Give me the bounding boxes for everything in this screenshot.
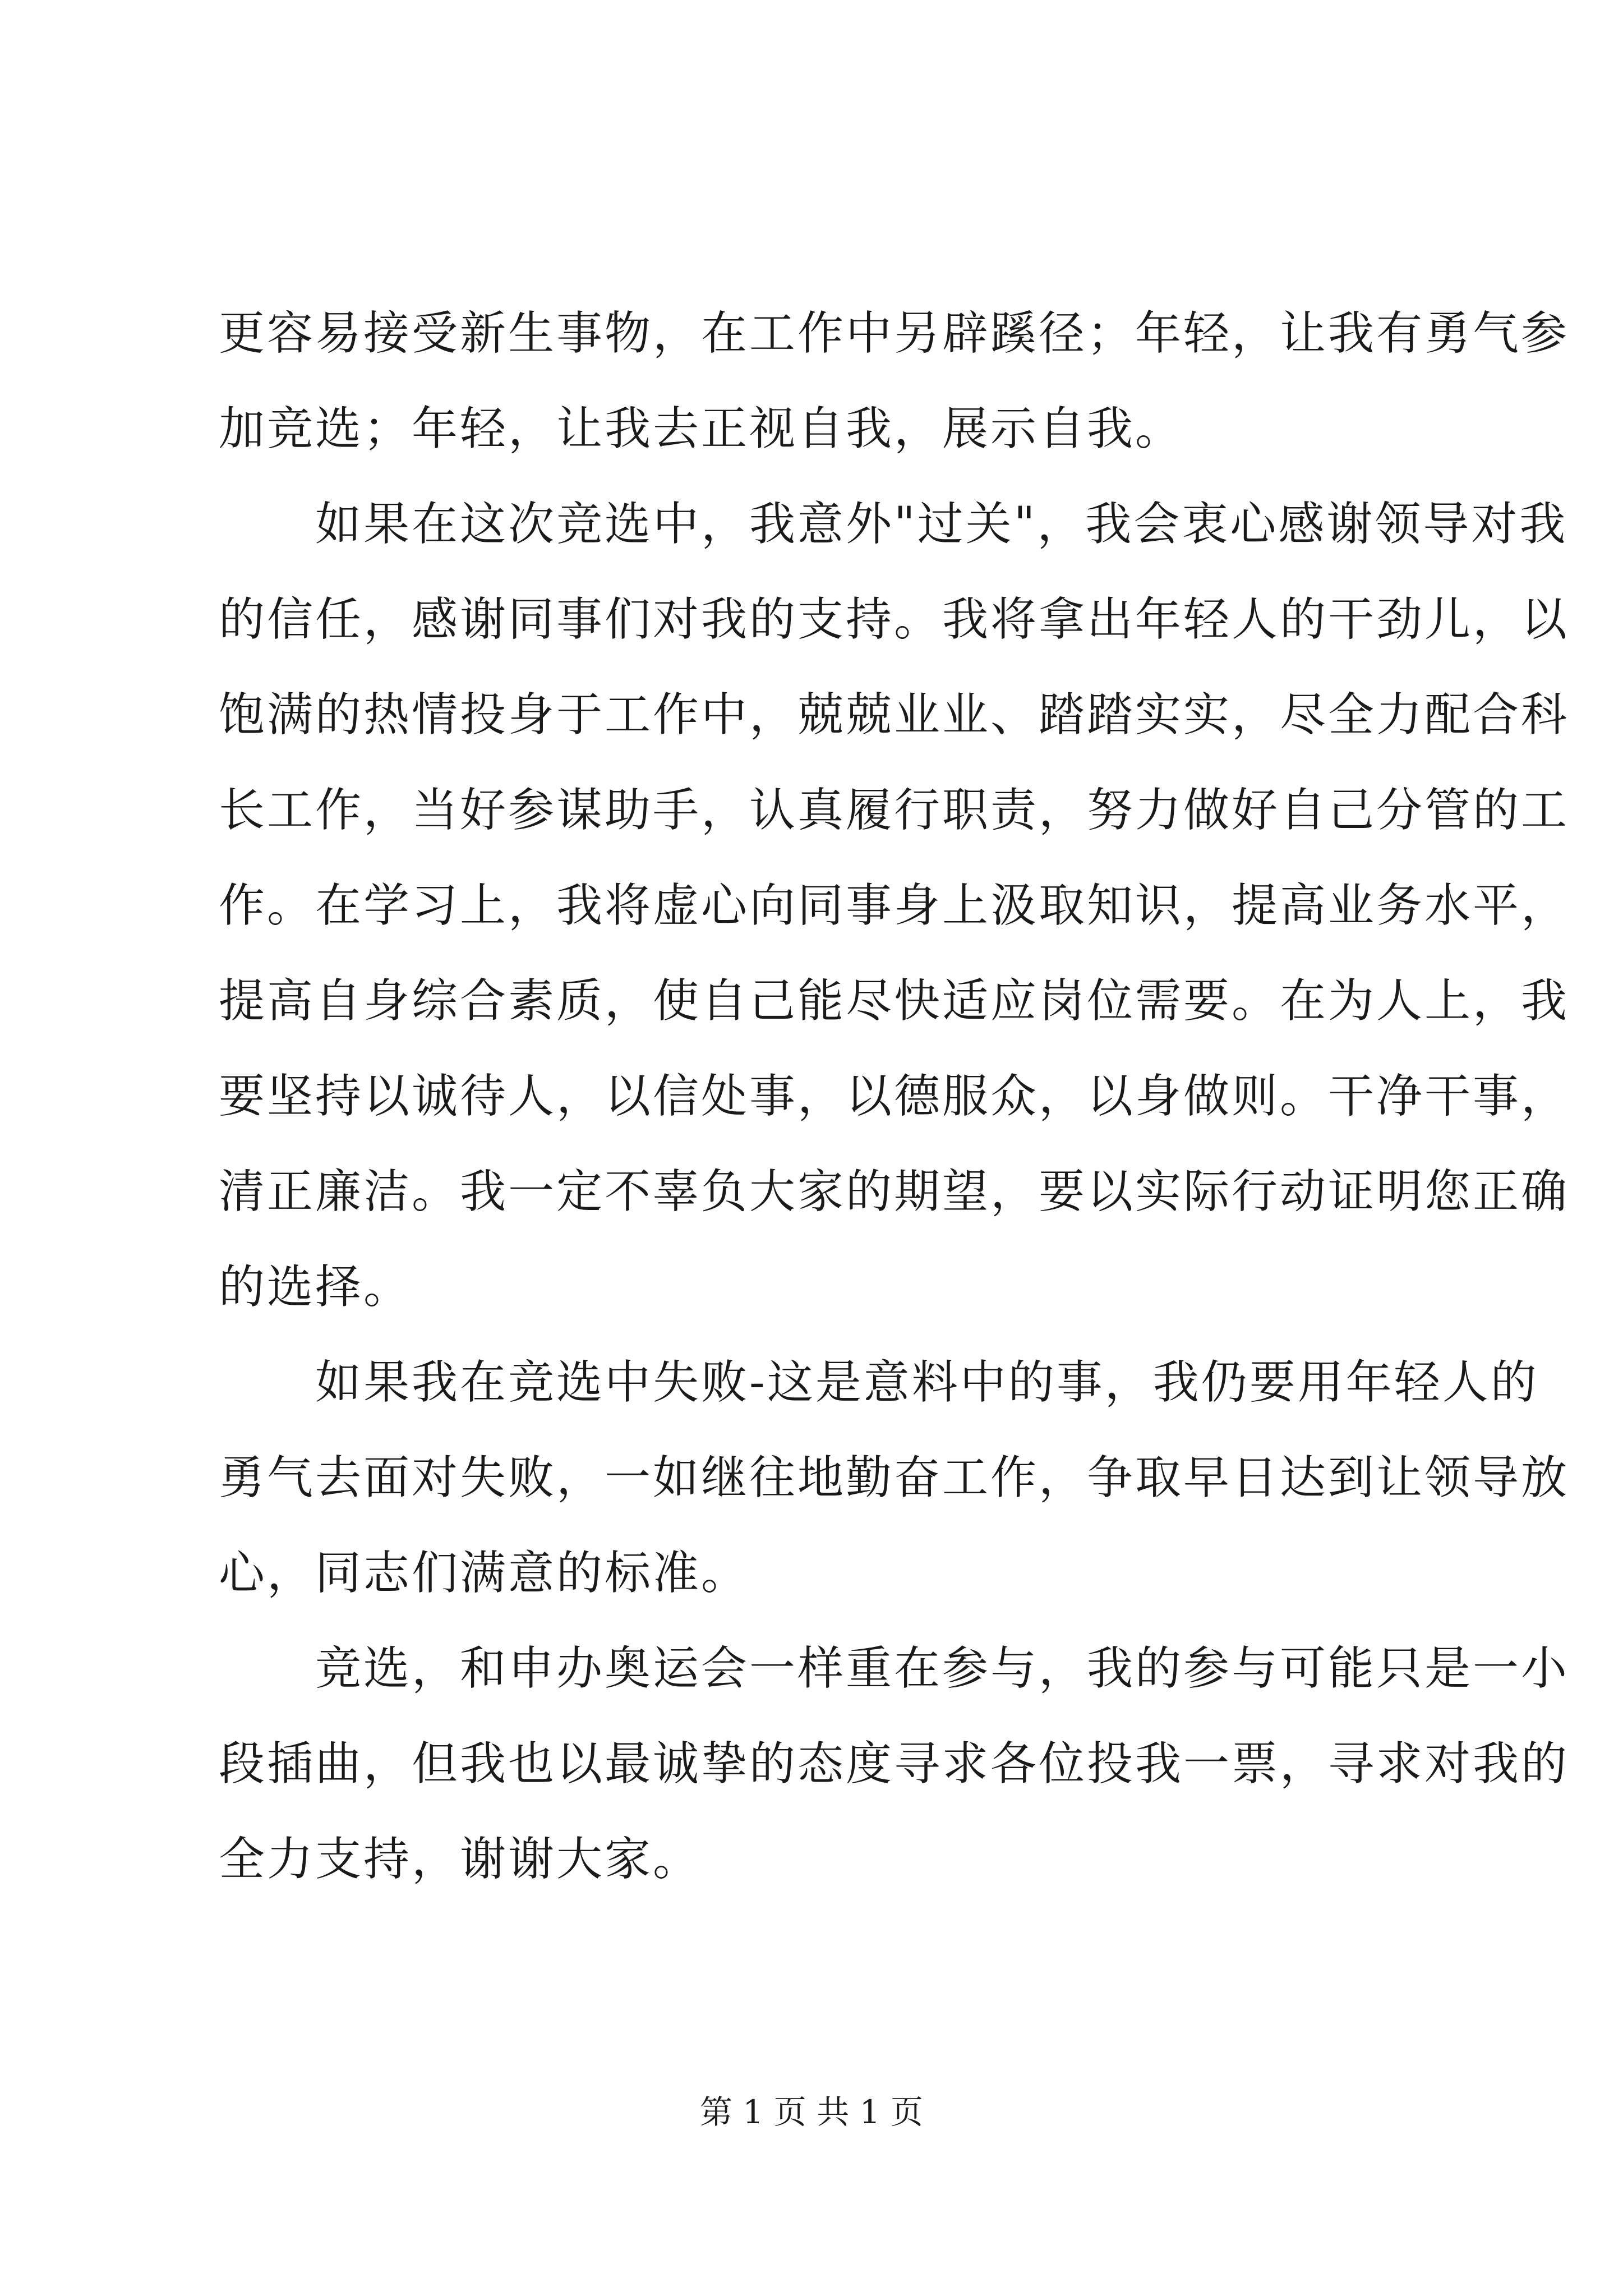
paragraph-2-line-5: 作。在学习上，我将虚心向同事身上汲取知识，提高业务水平，: [219, 879, 1570, 932]
paragraph-2-line-2: 的信任，感谢同事们对我的支持。我将拿出年轻人的干劲儿，以: [219, 593, 1570, 646]
page-footer: 第 1 页 共 1 页: [700, 2093, 923, 2131]
paragraph-2-line-3: 饱满的热情投身于工作中，兢兢业业、踏踏实实，尽全力配合科: [219, 688, 1570, 742]
paragraph-4-line-1: 竞选，和申办奥运会一样重在参与，我的参与可能只是一小: [219, 1642, 1570, 1695]
paragraph-1-line-2: 加竞选；年轻，让我去正视自我，展示自我。: [219, 402, 1184, 455]
paragraph-4-line-2: 段插曲，但我也以最诚挚的态度寻求各位投我一票，寻求对我的: [219, 1737, 1570, 1791]
paragraph-3-line-1: 如果我在竞选中失败-这是意料中的事，我仍要用年轻人的: [219, 1356, 1539, 1409]
paragraph-2-line-6: 提高自身综合素质，使自己能尽快适应岗位需要。在为人上，我: [219, 974, 1570, 1028]
paragraph-2-line-7: 要坚持以诚待人，以信处事，以德服众，以身做则。干净干事，: [219, 1070, 1570, 1123]
paragraph-2-line-8: 清正廉洁。我一定不辜负大家的期望，要以实际行动证明您正确: [219, 1165, 1570, 1218]
paragraph-2-line-1: 如果在这次竞选中，我意外"过关"，我会衷心感谢领导对我: [219, 498, 1568, 551]
paragraph-4-line-3: 全力支持，谢谢大家。: [219, 1833, 702, 1886]
paragraph-3-line-3: 心，同志们满意的标准。: [219, 1547, 750, 1600]
paragraph-1-line-1: 更容易接受新生事物，在工作中另辟蹊径；年轻，让我有勇气参: [219, 307, 1570, 360]
paragraph-3-line-2: 勇气去面对失败，一如继往地勤奋工作，争取早日达到让领导放: [219, 1451, 1570, 1504]
paragraph-2-line-9: 的选择。: [219, 1260, 412, 1314]
paragraph-2-line-4: 长工作，当好参谋助手，认真履行职责，努力做好自己分管的工: [219, 784, 1570, 837]
